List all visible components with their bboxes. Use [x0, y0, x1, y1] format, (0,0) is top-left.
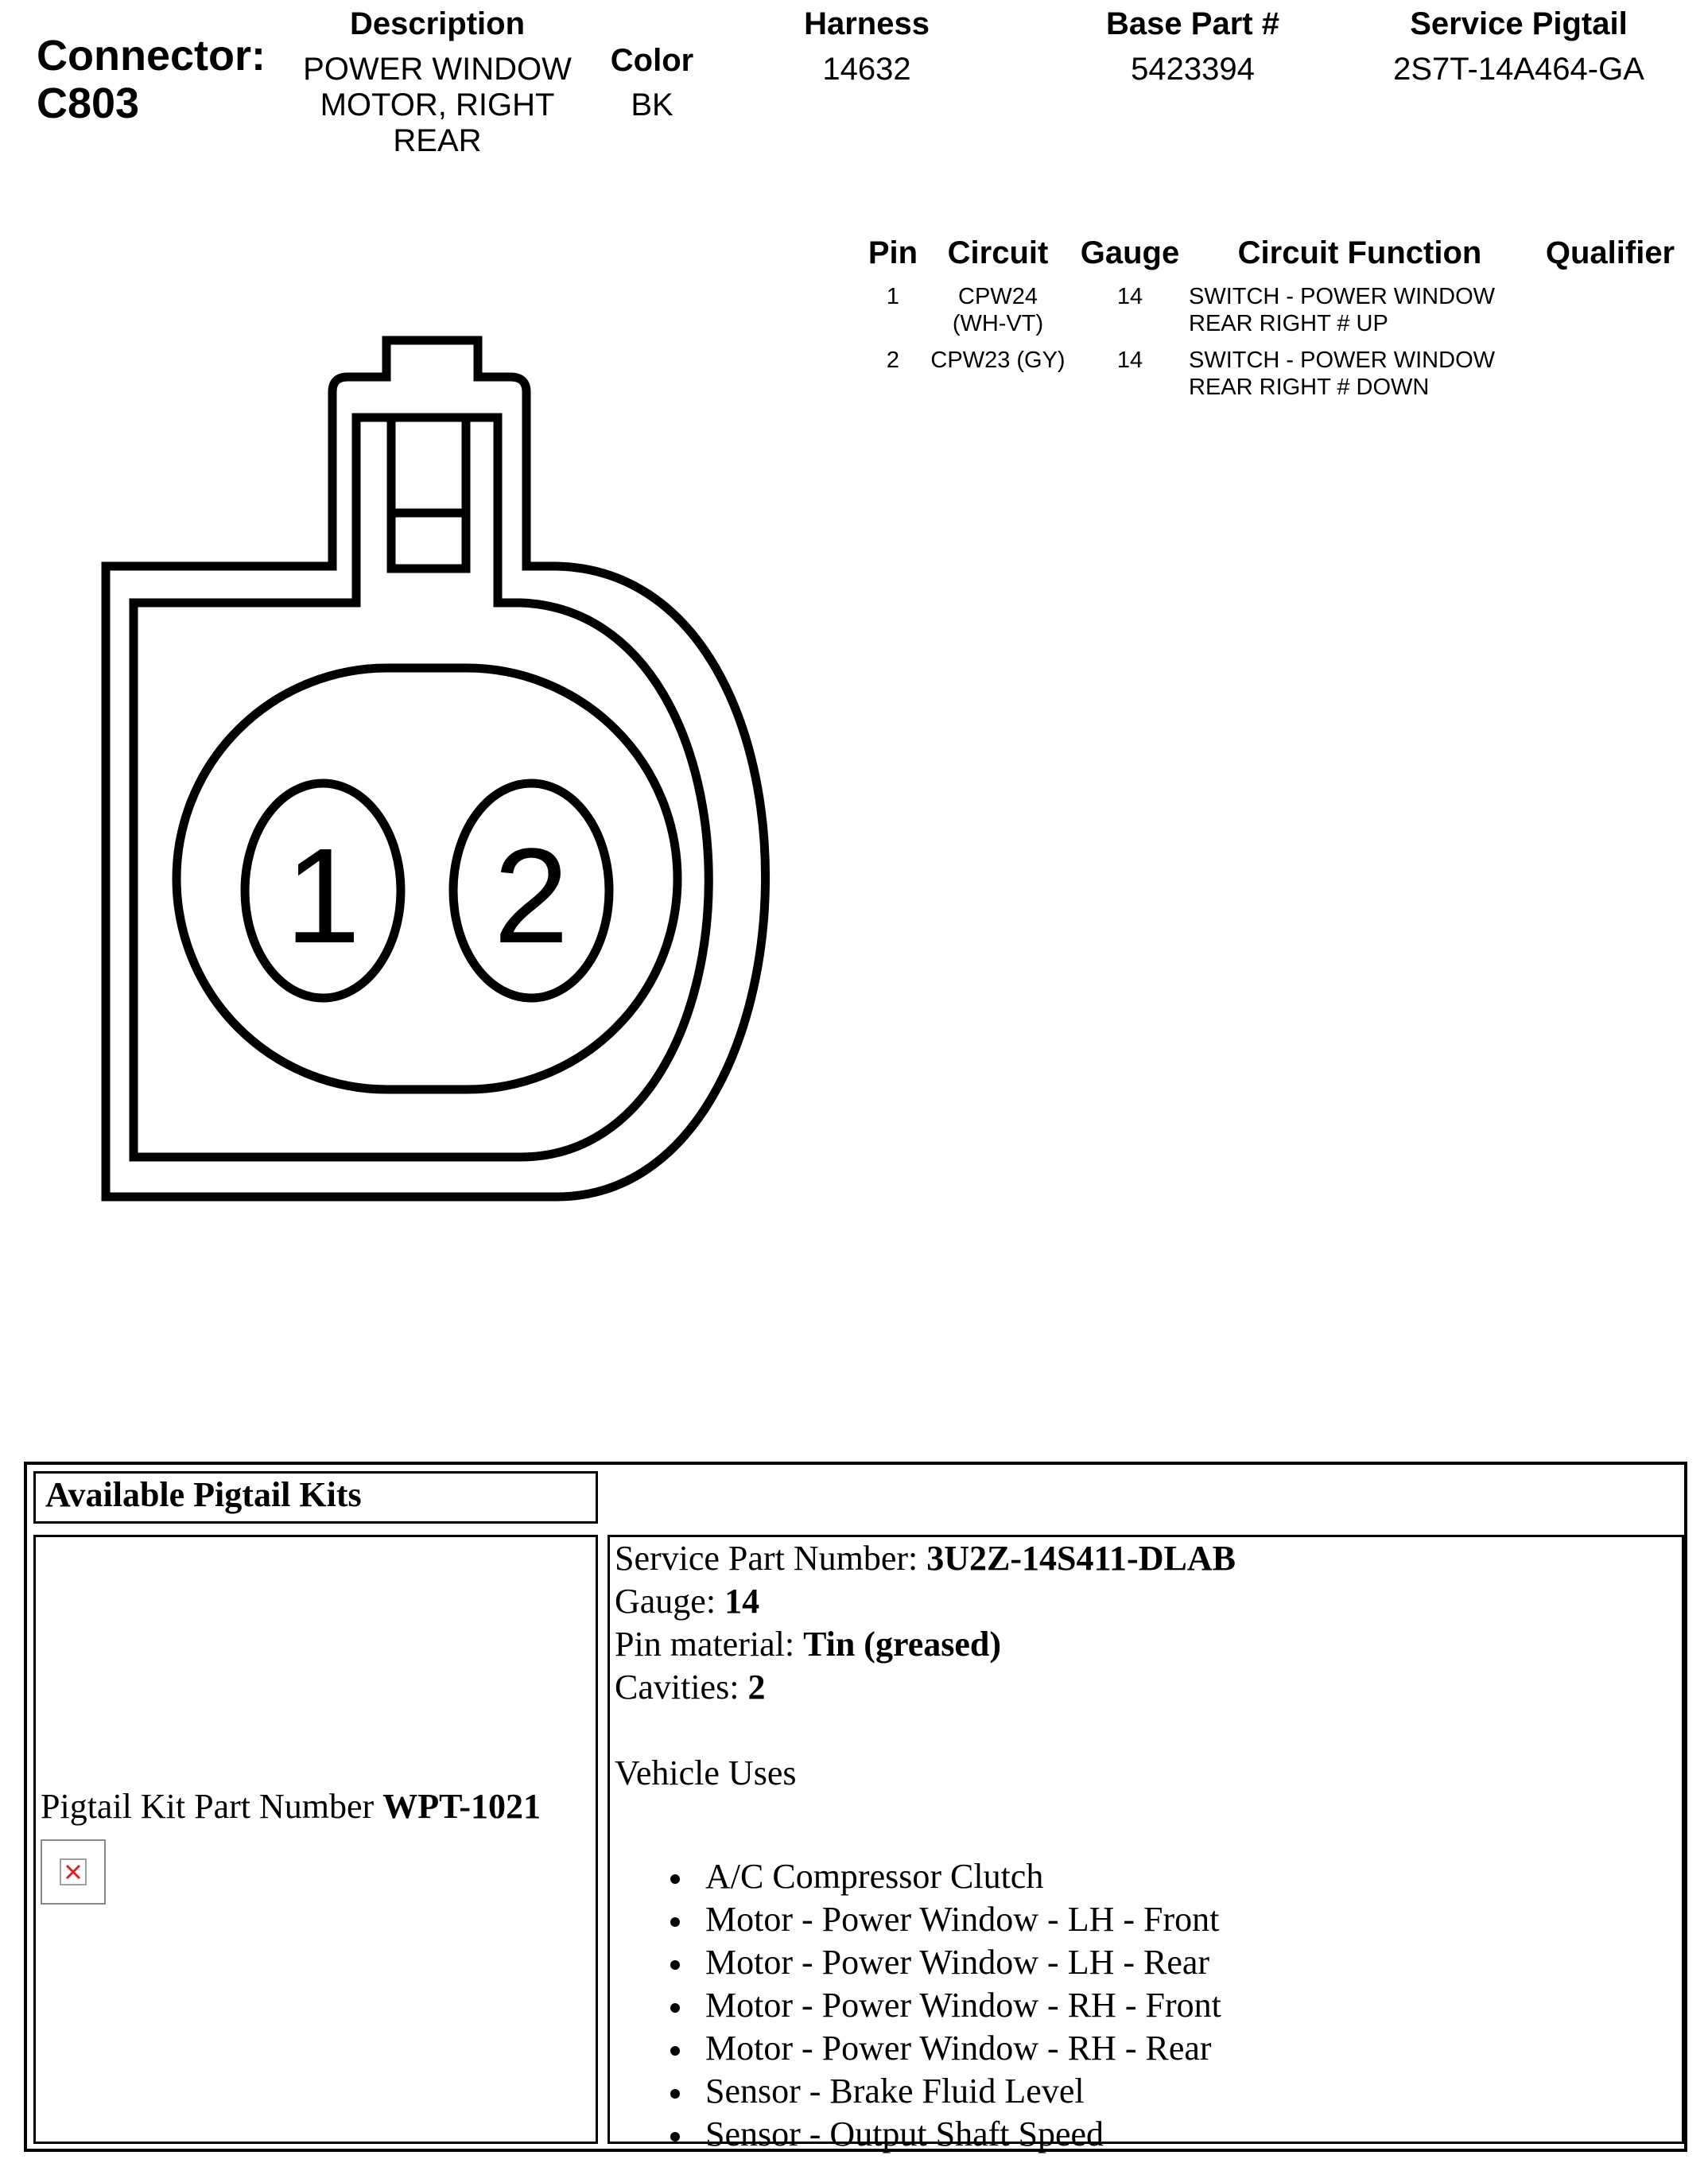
circuit-line: CPW24 — [958, 284, 1038, 309]
cavities-label: Cavities: — [615, 1668, 739, 1707]
list-item: Sensor - Brake Fluid Level — [666, 2070, 1221, 2113]
description-line: MOTOR, RIGHT — [320, 87, 555, 122]
color-value: BK — [631, 87, 673, 122]
list-item: Motor - Power Window - LH - Rear — [666, 1941, 1221, 1984]
service-part-value: 3U2Z-14S411-DLAB — [926, 1539, 1236, 1578]
function-line: REAR RIGHT # UP — [1189, 311, 1388, 336]
service-part-label: Service Part Number: — [615, 1539, 918, 1578]
kit-details-cell — [608, 1535, 1684, 2153]
color-label: Color — [610, 43, 694, 78]
vehicle-uses-list — [666, 1855, 1221, 2156]
description-line: REAR — [393, 123, 482, 158]
pin-label-1: 1 — [285, 821, 361, 972]
pigtail-kits-title-cell — [33, 1471, 598, 1524]
list-item: Sensor - Output Shaft Speed — [666, 2113, 1221, 2156]
service-pigtail-label: Service Pigtail — [1410, 6, 1628, 41]
pin-gauge: 14 — [1116, 348, 1143, 373]
gauge-label: Gauge: — [615, 1582, 716, 1621]
gauge-line — [615, 1580, 1236, 1623]
service-pigtail-value: 2S7T-14A464-GA — [1393, 52, 1644, 87]
circuit-line: (WH-VT) — [952, 311, 1044, 336]
pin-label-2: 2 — [493, 821, 569, 972]
connector-label: Connector: — [37, 32, 266, 80]
pin-material-label: Pin material: — [615, 1625, 795, 1664]
pin-gauge: 14 — [1116, 284, 1143, 309]
kit-number-line — [41, 1785, 541, 1828]
broken-image-icon — [60, 1858, 87, 1885]
circuit-line: CPW23 (GY) — [930, 348, 1066, 373]
pigtail-kits-table — [24, 1462, 1687, 2152]
pin-number: 1 — [886, 284, 900, 309]
kit-number-value: WPT-1021 — [382, 1787, 542, 1826]
connector-id: C803 — [37, 80, 140, 127]
connector-inner-shell — [134, 417, 708, 1157]
gauge-col-header: Gauge — [1080, 235, 1180, 270]
kit-number-cell — [33, 1535, 598, 2144]
pin-number: 2 — [886, 348, 900, 373]
vehicle-uses-container — [610, 1855, 1675, 2157]
description-label: Description — [349, 6, 526, 41]
description-line: POWER WINDOW — [303, 52, 572, 87]
list-item: Motor - Power Window - RH - Front — [666, 1984, 1221, 2027]
cavities-line — [615, 1666, 1236, 1709]
function-line: SWITCH - POWER WINDOW — [1189, 348, 1496, 373]
list-item: Motor - Power Window - RH - Rear — [666, 2027, 1221, 2070]
pin-material-value: Tin (greased) — [803, 1625, 1002, 1664]
function-col-header: Circuit Function — [1237, 235, 1482, 270]
gauge-value: 14 — [724, 1582, 760, 1621]
pigtail-kits-title: Available Pigtail Kits — [45, 1475, 362, 1514]
cavity-island — [177, 668, 677, 1089]
list-item: A/C Compressor Clutch — [666, 1855, 1221, 1898]
base-part-value: 5423394 — [1131, 52, 1255, 87]
pin-material-line — [615, 1623, 1236, 1666]
connector-latch — [391, 417, 466, 569]
circuit-col-header: Circuit — [947, 235, 1049, 270]
pin-function — [1189, 283, 1523, 337]
vehicle-uses-label: Vehicle Uses — [615, 1753, 797, 1792]
cavities-value: 2 — [747, 1668, 766, 1707]
pin-function — [1189, 347, 1523, 401]
pin-circuit — [922, 283, 1073, 337]
kit-specs — [615, 1537, 1236, 1795]
base-part-label: Base Part # — [1106, 6, 1279, 41]
broken-image-placeholder — [41, 1839, 106, 1905]
harness-label: Harness — [804, 6, 930, 41]
function-line: REAR RIGHT # DOWN — [1189, 375, 1430, 400]
service-part-line — [615, 1537, 1236, 1580]
kit-number-label: Pigtail Kit Part Number — [41, 1787, 375, 1826]
qualifier-col-header: Qualifier — [1545, 235, 1675, 270]
list-item: Motor - Power Window - LH - Front — [666, 1898, 1221, 1941]
function-line: SWITCH - POWER WINDOW — [1189, 284, 1496, 309]
connector-face-diagram — [0, 0, 795, 1241]
pin-circuit — [914, 347, 1081, 374]
harness-value: 14632 — [822, 52, 911, 87]
pin-col-header: Pin — [868, 235, 918, 270]
